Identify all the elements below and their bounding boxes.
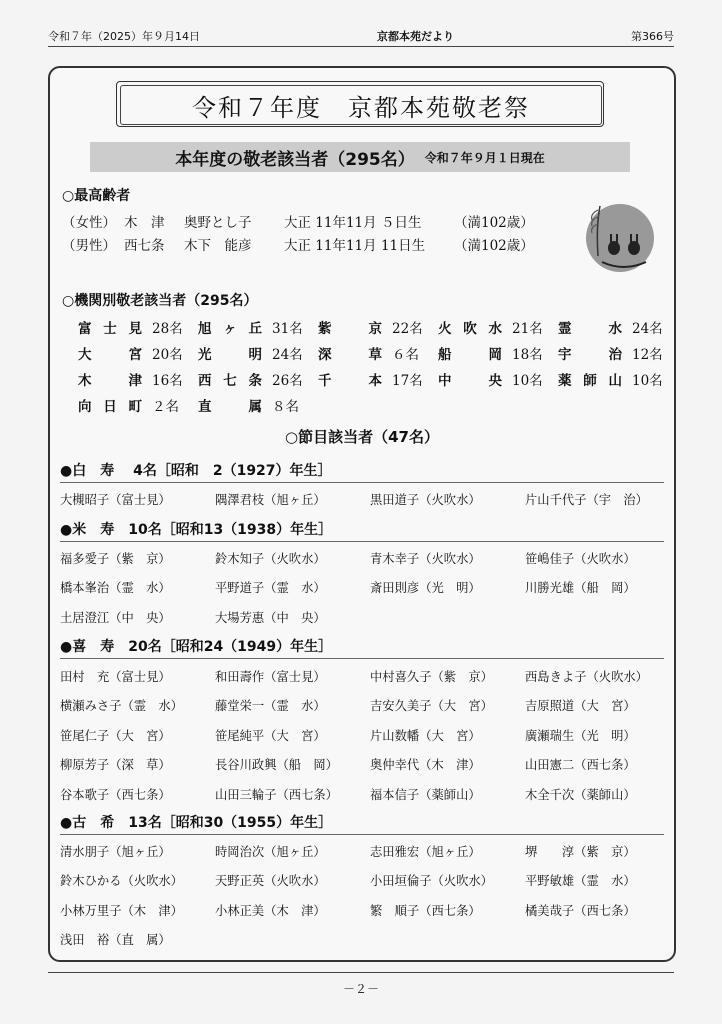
facility-count: 24名	[632, 321, 663, 337]
facility-name: 霊水	[558, 321, 622, 337]
honoree-entry: 鈴木知子（火吹水）	[215, 551, 326, 566]
hakuju-names	[60, 484, 680, 514]
facility-name: 中央	[438, 373, 502, 389]
honoree-entry: 笹尾仁子（大 宮）	[60, 728, 171, 743]
facility-count: 20名	[152, 347, 183, 363]
facility-count: 24名	[272, 347, 303, 363]
hakuju-divider	[60, 482, 664, 483]
facility-entry	[198, 368, 318, 390]
honoree-entry: 小田垣倫子（火吹水）	[370, 874, 493, 889]
facility-count: 17名	[392, 373, 423, 389]
facility-name: 宇治	[558, 347, 622, 363]
age: （満102歳）	[454, 215, 534, 231]
honoree-entry: 柳原芳子（深 草）	[60, 758, 171, 773]
facility-entry	[558, 368, 678, 390]
honoree-entry: 鈴木ひかる（火吹水）	[60, 874, 183, 889]
honoree-entry: 隅澤君枝（旭ヶ丘）	[215, 492, 326, 507]
honoree-entry: 大場芳惠（中 央）	[215, 610, 326, 625]
facility-count: 10名	[632, 373, 663, 389]
gender-label: （女性）	[62, 215, 116, 231]
facility-name: 船岡	[438, 347, 502, 363]
honoree-entry: 平野敏雄（霊 水）	[525, 874, 636, 889]
facility-entry	[558, 342, 678, 364]
honoree-entry: 吉安久美子（大 宮）	[370, 699, 493, 714]
honoree-entry: 斎田則彦（光 明）	[370, 581, 481, 596]
honoree-entry: 繁 順子（西七条）	[370, 903, 481, 918]
facility-count: 18名	[512, 347, 543, 363]
beiju-heading: ●米 寿 10名［昭和13（1938）年生］	[60, 522, 333, 538]
content-frame	[48, 66, 676, 962]
oldest-male	[62, 235, 534, 258]
facility-name: 木津	[78, 373, 142, 389]
facility-entry	[78, 394, 198, 416]
oldest-heading: ○最高齢者	[62, 188, 131, 204]
facility-count: ８名	[272, 399, 299, 415]
honoree-entry: 笹尾純平（大 宮）	[215, 728, 326, 743]
header-divider	[48, 46, 674, 47]
honoree-entry: 黒田道子（火吹水）	[370, 492, 481, 507]
kiju-names	[60, 661, 680, 809]
facility-entry	[78, 316, 198, 338]
hakuju-heading: ●白 寿 4名［昭和 2（1927）年生］	[60, 463, 332, 479]
beiju-divider	[60, 541, 664, 542]
facility-name: 大宮	[78, 347, 142, 363]
facility-entry	[78, 368, 198, 390]
honoree-entry: 大槻昭子（富士見）	[60, 492, 171, 507]
facility-entry	[558, 316, 678, 338]
facility-count: 31名	[272, 321, 303, 337]
honoree-entry: 時岡治次（旭ヶ丘）	[215, 844, 326, 859]
honoree-entry: 土居澄江（中 央）	[60, 610, 171, 625]
honoree-entry: 中村喜久子（紫 京）	[370, 669, 493, 684]
honoree-entry: 廣瀬瑞生（光 明）	[525, 728, 636, 743]
honoree-entry: 片山数幡（大 宮）	[370, 728, 481, 743]
honoree-entry: 片山千代子（宇 治）	[525, 492, 648, 507]
koki-divider	[60, 834, 664, 835]
honoree-entry: 福多愛子（紫 京）	[60, 551, 171, 566]
newsletter-name: 京都本苑だより	[377, 30, 454, 43]
facility-table	[78, 316, 678, 416]
honoree-entry: 木全千次（薬師山）	[525, 787, 636, 802]
summary-banner	[90, 142, 630, 172]
page-number: －２－	[342, 982, 379, 996]
oldest-list	[62, 212, 534, 258]
facility-entry	[318, 316, 438, 338]
birth-date: 大正 11年11月 ５日生	[284, 215, 422, 231]
honoree-entry: 小林万里子（木 津）	[60, 903, 183, 918]
facility-name: 富士見	[78, 321, 142, 337]
facility-name: 旭ヶ丘	[198, 321, 262, 337]
title-box	[116, 81, 604, 127]
kiju-divider	[60, 658, 664, 659]
facility-entry	[198, 394, 318, 416]
koki-heading: ●古 希 13名［昭和30（1955）年生］	[60, 815, 333, 831]
honoree-entry: 小林正美（木 津）	[215, 903, 326, 918]
gender-label: （男性）	[62, 238, 116, 254]
facility-count: 16名	[152, 373, 183, 389]
person-name: 木下 能彦	[184, 238, 252, 254]
facilities-heading: ○機関別敬老該当者（295名）	[62, 293, 258, 309]
person-name: 奥野とし子	[184, 215, 252, 231]
facility-name: 光明	[198, 347, 262, 363]
honoree-entry: 青木幸子（火吹水）	[370, 551, 481, 566]
honoree-entry: 笹嶋佳子（火吹水）	[525, 551, 636, 566]
honoree-entry: 浅田 裕（直 属）	[60, 933, 171, 948]
milestones-heading: ○節目該当者（47名）	[285, 428, 439, 446]
honoree-entry: 西島きよ子（火吹水）	[525, 669, 648, 684]
oldest-female	[62, 212, 534, 235]
facility-name: 深草	[318, 347, 382, 363]
honoree-entry: 横瀬みさ子（霊 水）	[60, 699, 183, 714]
banner-date: 令和７年９月１日現在	[424, 150, 545, 165]
facility-count: 12名	[632, 347, 663, 363]
honoree-entry: 清水朋子（旭ヶ丘）	[60, 844, 171, 859]
honoree-entry: 藤堂栄一（霊 水）	[215, 699, 326, 714]
honoree-entry: 田村 充（富士見）	[60, 669, 171, 684]
honoree-entry: 和田壽作（富士見）	[215, 669, 326, 684]
facility-count: 21名	[512, 321, 543, 337]
honoree-entry: 川勝光雄（船 岡）	[525, 581, 636, 596]
honoree-entry: 志田雅宏（旭ヶ丘）	[370, 844, 481, 859]
facility-entry	[438, 316, 558, 338]
facility-count: 28名	[152, 321, 183, 337]
facility-name: 薬師山	[558, 373, 622, 389]
honoree-entry: 橋本峯治（霊 水）	[60, 581, 171, 596]
facility-entry	[318, 368, 438, 390]
facility-entry	[438, 342, 558, 364]
honoree-entry: 谷本歌子（西七条）	[60, 787, 171, 802]
honoree-entry: 奥仲幸代（木 津）	[370, 758, 481, 773]
facility-count: ６名	[392, 347, 419, 363]
honoree-entry: 福本信子（薬師山）	[370, 787, 481, 802]
birth-date: 大正 11年11月 11日生	[284, 238, 426, 254]
honoree-entry: 吉原照道（大 宮）	[525, 699, 636, 714]
moon-viewing-illustration-icon	[572, 196, 658, 276]
facility-entry	[318, 342, 438, 364]
facility-name: 千本	[318, 373, 382, 389]
honoree-entry: 橘美哉子（西七条）	[525, 903, 636, 918]
facility-entry	[198, 342, 318, 364]
facility-count: ２名	[152, 399, 179, 415]
facility-name: 向日町	[78, 399, 142, 415]
honoree-entry: 山田憲二（西七条）	[525, 758, 636, 773]
facility-entry	[198, 316, 318, 338]
facility-count: 26名	[272, 373, 303, 389]
honoree-entry: 山田三輪子（西七条）	[215, 787, 338, 802]
facility: 木 津	[124, 215, 165, 231]
facility-entry	[438, 368, 558, 390]
kiju-heading: ●喜 寿 20名［昭和24（1949）年生］	[60, 639, 333, 655]
honoree-entry: 長谷川政興（船 岡）	[215, 758, 338, 773]
honoree-entry: 天野正英（火吹水）	[215, 874, 326, 889]
facility-entry	[78, 342, 198, 364]
beiju-names	[60, 543, 680, 632]
banner-main: 本年度の敬老該当者（295名）	[175, 149, 415, 170]
honoree-entry: 堺 淳（紫 京）	[525, 844, 636, 859]
honoree-entry: 平野道子（霊 水）	[215, 581, 326, 596]
page-title: 令和７年度 京都本苑敬老祭	[120, 85, 602, 125]
issue-date: 令和７年（2025）年９月14日	[48, 30, 200, 43]
footer-divider	[48, 972, 674, 973]
facility-name: 直属	[198, 399, 262, 415]
issue-number: 第366号	[631, 30, 674, 43]
facility-name: 西七条	[198, 373, 262, 389]
facility-name: 紫京	[318, 321, 382, 337]
age: （満102歳）	[454, 238, 534, 254]
facility-count: 10名	[512, 373, 543, 389]
facility-count: 22名	[392, 321, 423, 337]
koki-names	[60, 836, 680, 954]
facility: 西七条	[124, 238, 165, 254]
facility-name: 火吹水	[438, 321, 502, 337]
page-header	[48, 26, 674, 46]
